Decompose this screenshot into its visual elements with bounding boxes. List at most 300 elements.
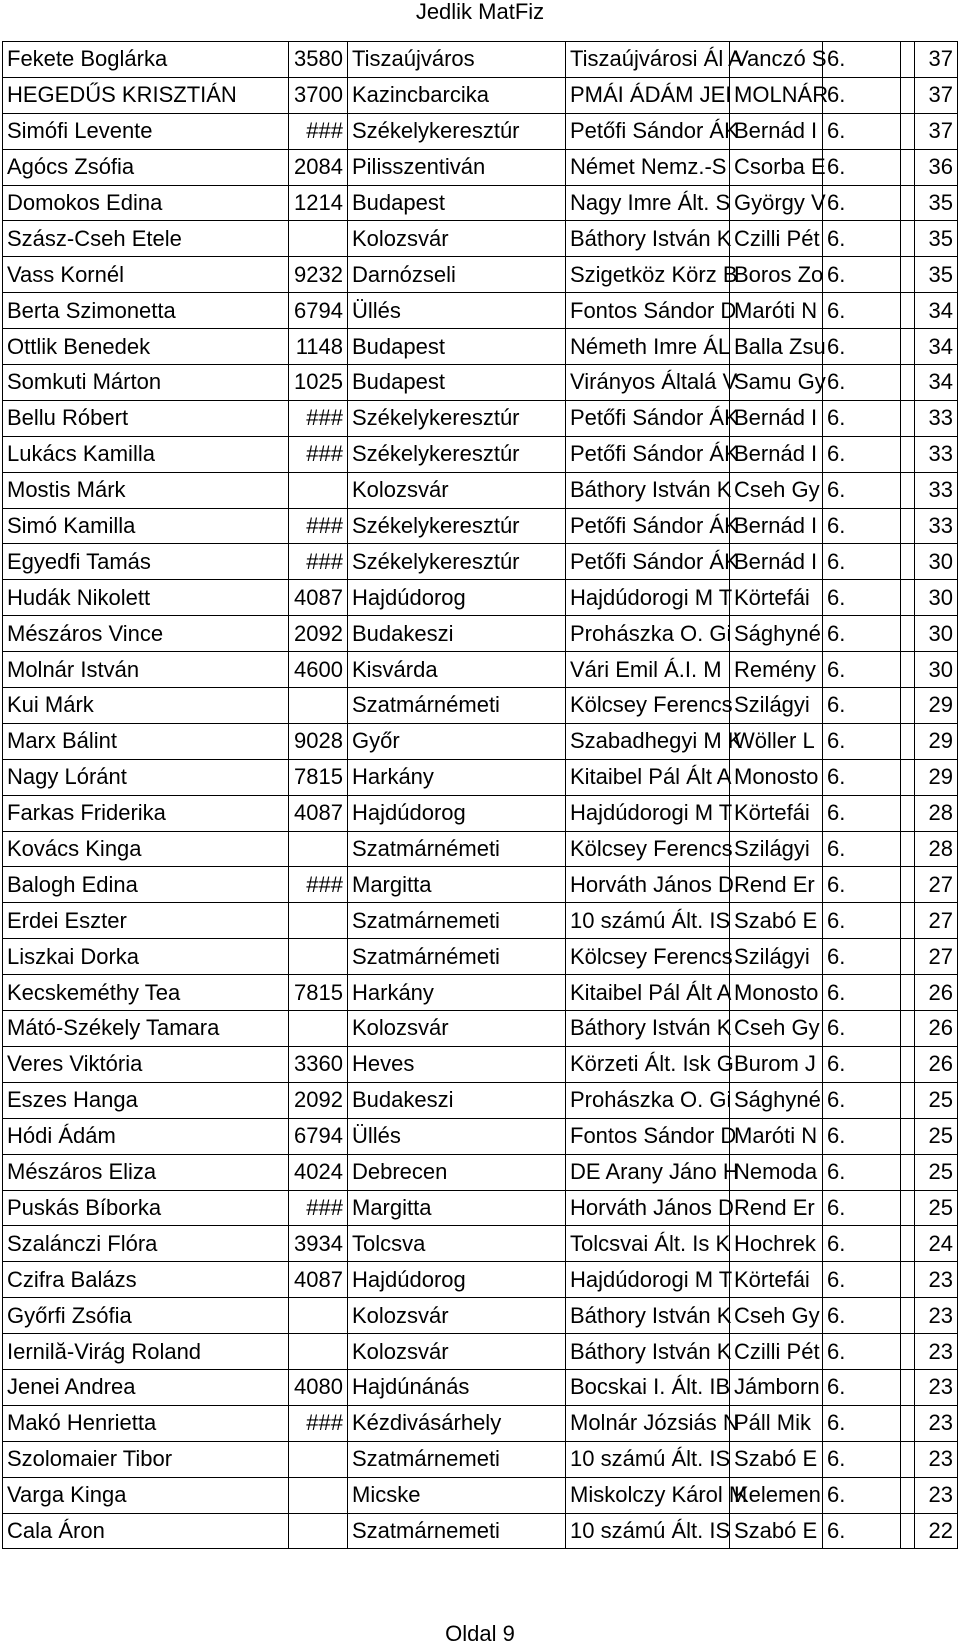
city-cell: Kolozsvár	[348, 1011, 566, 1047]
table-row	[3, 149, 958, 185]
teacher-cell: Bernád I	[730, 113, 823, 149]
zip-cell	[289, 939, 348, 975]
zip-cell: 9232	[289, 257, 348, 293]
city-cell: Székelykeresztúr	[348, 544, 566, 580]
zip-cell: 7815	[289, 759, 348, 795]
score-cell: 27	[915, 867, 958, 903]
school-cell: Szabadhegyi M K	[566, 723, 730, 759]
student-name-cell: Kecskeméthy Tea	[3, 975, 289, 1011]
empty-cell	[901, 149, 915, 185]
score-cell: 30	[915, 616, 958, 652]
zip-cell: 3700	[289, 77, 348, 113]
table-row	[3, 113, 958, 149]
school-cell: Prohászka O. Gi	[566, 616, 730, 652]
zip-cell	[289, 1441, 348, 1477]
student-name-cell: Ottlik Benedek	[3, 329, 289, 365]
score-cell: 28	[915, 795, 958, 831]
class-cell: 6.	[823, 257, 901, 293]
teacher-cell: Körtefái	[730, 1262, 823, 1298]
score-cell: 37	[915, 77, 958, 113]
student-name-cell: Simó Kamilla	[3, 508, 289, 544]
zip-cell	[289, 831, 348, 867]
school-cell: PMÁI ÁDÁM JEI	[566, 77, 730, 113]
zip-cell	[289, 1011, 348, 1047]
empty-cell	[901, 1011, 915, 1047]
class-cell: 6.	[823, 1334, 901, 1370]
empty-cell	[901, 1046, 915, 1082]
empty-cell	[901, 42, 915, 78]
zip-cell	[289, 221, 348, 257]
city-cell: Micske	[348, 1477, 566, 1513]
zip-cell: ###	[289, 508, 348, 544]
score-cell: 25	[915, 1118, 958, 1154]
table-row	[3, 1369, 958, 1405]
school-cell: Hajdúdorogi M T	[566, 795, 730, 831]
table-row	[3, 1298, 958, 1334]
school-cell: Petőfi Sándor ÁK	[566, 508, 730, 544]
city-cell: Hajdúdorog	[348, 580, 566, 616]
empty-cell	[901, 616, 915, 652]
school-cell: Petőfi Sándor ÁK	[566, 400, 730, 436]
zip-cell: ###	[289, 400, 348, 436]
score-cell: 25	[915, 1190, 958, 1226]
score-cell: 37	[915, 113, 958, 149]
class-cell: 6.	[823, 293, 901, 329]
school-cell: 10 számú Ált. IS	[566, 1513, 730, 1549]
student-name-cell: Eszes Hanga	[3, 1082, 289, 1118]
city-cell: Üllés	[348, 1118, 566, 1154]
results-table-body	[3, 42, 958, 1549]
table-row	[3, 616, 958, 652]
page-footer: Oldal 9	[445, 1621, 515, 1646]
teacher-cell: Hochrek	[730, 1226, 823, 1262]
class-cell: 6.	[823, 365, 901, 401]
table-row	[3, 185, 958, 221]
city-cell: Margitta	[348, 867, 566, 903]
city-cell: Kézdivásárhely	[348, 1405, 566, 1441]
class-cell: 6.	[823, 652, 901, 688]
table-row	[3, 759, 958, 795]
empty-cell	[901, 508, 915, 544]
student-name-cell: Liszkai Dorka	[3, 939, 289, 975]
teacher-cell: Bernád I	[730, 436, 823, 472]
school-cell: Petőfi Sándor ÁK	[566, 113, 730, 149]
city-cell: Debrecen	[348, 1154, 566, 1190]
score-cell: 33	[915, 436, 958, 472]
student-name-cell: Kovács Kinga	[3, 831, 289, 867]
city-cell: Darnózseli	[348, 257, 566, 293]
class-cell: 6.	[823, 436, 901, 472]
zip-cell: 4087	[289, 1262, 348, 1298]
class-cell: 6.	[823, 1082, 901, 1118]
zip-cell: ###	[289, 1190, 348, 1226]
table-row	[3, 221, 958, 257]
city-cell: Kolozsvár	[348, 1298, 566, 1334]
score-cell: 33	[915, 400, 958, 436]
score-cell: 29	[915, 688, 958, 724]
table-row	[3, 329, 958, 365]
table-row	[3, 831, 958, 867]
class-cell: 6.	[823, 400, 901, 436]
score-cell: 26	[915, 1046, 958, 1082]
empty-cell	[901, 652, 915, 688]
school-cell: Horváth János D	[566, 867, 730, 903]
class-cell: 6.	[823, 149, 901, 185]
empty-cell	[901, 1082, 915, 1118]
teacher-cell: Nemoda	[730, 1154, 823, 1190]
zip-cell	[289, 472, 348, 508]
school-cell: Hajdúdorogi M T	[566, 580, 730, 616]
score-cell: 28	[915, 831, 958, 867]
zip-cell: 3580	[289, 42, 348, 78]
city-cell: Győr	[348, 723, 566, 759]
empty-cell	[901, 329, 915, 365]
school-cell: Szigetköz Körz B	[566, 257, 730, 293]
teacher-cell: Rend Er	[730, 1190, 823, 1226]
teacher-cell: Bernád I	[730, 508, 823, 544]
city-cell: Kolozsvár	[348, 221, 566, 257]
class-cell: 6.	[823, 221, 901, 257]
city-cell: Szatmárnémeti	[348, 688, 566, 724]
city-cell: Kazincbarcika	[348, 77, 566, 113]
teacher-cell: Boros Zo	[730, 257, 823, 293]
school-cell: 10 számú Ált. IS	[566, 903, 730, 939]
empty-cell	[901, 795, 915, 831]
table-row	[3, 77, 958, 113]
class-cell: 6.	[823, 1441, 901, 1477]
school-cell: Kölcsey Ferencs	[566, 939, 730, 975]
teacher-cell: MOLNÁR	[730, 77, 823, 113]
table-row	[3, 544, 958, 580]
score-cell: 37	[915, 42, 958, 78]
score-cell: 24	[915, 1226, 958, 1262]
table-row	[3, 652, 958, 688]
school-cell: Molnár Józsiás N	[566, 1405, 730, 1441]
table-row	[3, 903, 958, 939]
city-cell: Pilisszentiván	[348, 149, 566, 185]
class-cell: 6.	[823, 1118, 901, 1154]
zip-cell: 3934	[289, 1226, 348, 1262]
student-name-cell: Agócs Zsófia	[3, 149, 289, 185]
school-cell: 10 számú Ált. IS	[566, 1441, 730, 1477]
class-cell: 6.	[823, 1405, 901, 1441]
student-name-cell: Varga Kinga	[3, 1477, 289, 1513]
table-row	[3, 1082, 958, 1118]
table-row	[3, 1226, 958, 1262]
city-cell: Székelykeresztúr	[348, 113, 566, 149]
table-row	[3, 939, 958, 975]
table-row	[3, 42, 958, 78]
teacher-cell: Rend Er	[730, 867, 823, 903]
score-cell: 27	[915, 939, 958, 975]
class-cell: 6.	[823, 508, 901, 544]
table-row	[3, 365, 958, 401]
empty-cell	[901, 723, 915, 759]
teacher-cell: Sághyné	[730, 616, 823, 652]
class-cell: 6.	[823, 1011, 901, 1047]
zip-cell: 6794	[289, 1118, 348, 1154]
score-cell: 34	[915, 365, 958, 401]
school-cell: Báthory István K	[566, 1334, 730, 1370]
zip-cell	[289, 1334, 348, 1370]
class-cell: 6.	[823, 616, 901, 652]
zip-cell: 1025	[289, 365, 348, 401]
table-row	[3, 795, 958, 831]
teacher-cell: Szilágyi	[730, 831, 823, 867]
city-cell: Budapest	[348, 185, 566, 221]
class-cell: 6.	[823, 795, 901, 831]
empty-cell	[901, 1405, 915, 1441]
empty-cell	[901, 77, 915, 113]
teacher-cell: Jámborn	[730, 1369, 823, 1405]
teacher-cell: Cseh Gy	[730, 1298, 823, 1334]
score-cell: 23	[915, 1369, 958, 1405]
city-cell: Hajdúdorog	[348, 1262, 566, 1298]
school-cell: Fontos Sándor D	[566, 293, 730, 329]
zip-cell: ###	[289, 113, 348, 149]
zip-cell: 2092	[289, 1082, 348, 1118]
school-cell: Báthory István K	[566, 472, 730, 508]
teacher-cell: Bernád I	[730, 400, 823, 436]
student-name-cell: Mostis Márk	[3, 472, 289, 508]
school-cell: Kölcsey Ferencs	[566, 688, 730, 724]
table-row	[3, 723, 958, 759]
zip-cell	[289, 1298, 348, 1334]
zip-cell: 4080	[289, 1369, 348, 1405]
empty-cell	[901, 831, 915, 867]
score-cell: 36	[915, 149, 958, 185]
school-cell: Tolcsvai Ált. Is K	[566, 1226, 730, 1262]
score-cell: 23	[915, 1334, 958, 1370]
empty-cell	[901, 1298, 915, 1334]
teacher-cell: Monosto	[730, 759, 823, 795]
table-row	[3, 1334, 958, 1370]
student-name-cell: Domokos Edina	[3, 185, 289, 221]
table-row	[3, 400, 958, 436]
school-cell: Körzeti Ált. Isk G	[566, 1046, 730, 1082]
teacher-cell: Csorba E	[730, 149, 823, 185]
empty-cell	[901, 221, 915, 257]
score-cell: 33	[915, 508, 958, 544]
teacher-cell: Szilágyi	[730, 939, 823, 975]
teacher-cell: Maróti N	[730, 1118, 823, 1154]
student-name-cell: Szolomaier Tibor	[3, 1441, 289, 1477]
school-cell: Bocskai I. Ált. IB	[566, 1369, 730, 1405]
empty-cell	[901, 472, 915, 508]
score-cell: 30	[915, 652, 958, 688]
class-cell: 6.	[823, 544, 901, 580]
school-cell: Petőfi Sándor ÁK	[566, 544, 730, 580]
student-name-cell: Marx Bálint	[3, 723, 289, 759]
class-cell: 6.	[823, 1226, 901, 1262]
zip-cell	[289, 1513, 348, 1549]
zip-cell	[289, 1477, 348, 1513]
student-name-cell: Mészáros Eliza	[3, 1154, 289, 1190]
table-row	[3, 580, 958, 616]
empty-cell	[901, 1226, 915, 1262]
class-cell: 6.	[823, 1154, 901, 1190]
table-row	[3, 293, 958, 329]
empty-cell	[901, 257, 915, 293]
city-cell: Budakeszi	[348, 1082, 566, 1118]
results-table	[2, 41, 958, 1549]
student-name-cell: Simófi Levente	[3, 113, 289, 149]
city-cell: Székelykeresztúr	[348, 400, 566, 436]
class-cell: 6.	[823, 867, 901, 903]
student-name-cell: Mészáros Vince	[3, 616, 289, 652]
school-cell: Fontos Sándor D	[566, 1118, 730, 1154]
table-row	[3, 1046, 958, 1082]
zip-cell: 2092	[289, 616, 348, 652]
class-cell: 6.	[823, 1513, 901, 1549]
class-cell: 6.	[823, 903, 901, 939]
zip-cell: 3360	[289, 1046, 348, 1082]
city-cell: Szatmárnemeti	[348, 1441, 566, 1477]
city-cell: Hajdúnánás	[348, 1369, 566, 1405]
zip-cell	[289, 688, 348, 724]
table-row	[3, 1441, 958, 1477]
student-name-cell: Mátó-Székely Tamara	[3, 1011, 289, 1047]
score-cell: 22	[915, 1513, 958, 1549]
class-cell: 6.	[823, 723, 901, 759]
score-cell: 34	[915, 329, 958, 365]
zip-cell: 4087	[289, 795, 348, 831]
student-name-cell: Győrfi Zsófia	[3, 1298, 289, 1334]
table-row	[3, 1154, 958, 1190]
score-cell: 30	[915, 580, 958, 616]
empty-cell	[901, 903, 915, 939]
score-cell: 23	[915, 1298, 958, 1334]
city-cell: Szatmárnemeti	[348, 1513, 566, 1549]
student-name-cell: HEGEDŰS KRISZTIÁN	[3, 77, 289, 113]
teacher-cell: Bernád I	[730, 544, 823, 580]
teacher-cell: Czilli Pét	[730, 221, 823, 257]
school-cell: Tiszaújvárosi Ál A	[566, 42, 730, 78]
score-cell: 29	[915, 759, 958, 795]
empty-cell	[901, 436, 915, 472]
zip-cell: 7815	[289, 975, 348, 1011]
empty-cell	[901, 939, 915, 975]
city-cell: Szatmárnémeti	[348, 939, 566, 975]
teacher-cell: Vanczó S	[730, 42, 823, 78]
score-cell: 26	[915, 1011, 958, 1047]
zip-cell: ###	[289, 1405, 348, 1441]
teacher-cell: Kelemen	[730, 1477, 823, 1513]
school-cell: Kitaibel Pál Ált A	[566, 759, 730, 795]
school-cell: Horváth János D	[566, 1190, 730, 1226]
class-cell: 6.	[823, 1298, 901, 1334]
city-cell: Budapest	[348, 329, 566, 365]
empty-cell	[901, 185, 915, 221]
table-row	[3, 1262, 958, 1298]
empty-cell	[901, 1513, 915, 1549]
student-name-cell: Veres Viktória	[3, 1046, 289, 1082]
student-name-cell: Somkuti Márton	[3, 365, 289, 401]
school-cell: Nagy Imre Ált. S	[566, 185, 730, 221]
student-name-cell: Vass Kornél	[3, 257, 289, 293]
empty-cell	[901, 365, 915, 401]
student-name-cell: Erdei Eszter	[3, 903, 289, 939]
empty-cell	[901, 1262, 915, 1298]
class-cell: 6.	[823, 77, 901, 113]
zip-cell: ###	[289, 544, 348, 580]
empty-cell	[901, 293, 915, 329]
city-cell: Budakeszi	[348, 616, 566, 652]
table-row	[3, 975, 958, 1011]
student-name-cell: Fekete Boglárka	[3, 42, 289, 78]
zip-cell: 1148	[289, 329, 348, 365]
student-name-cell: Kui Márk	[3, 688, 289, 724]
student-name-cell: Balogh Edina	[3, 867, 289, 903]
teacher-cell: Szilágyi	[730, 688, 823, 724]
table-row	[3, 867, 958, 903]
table-row	[3, 1190, 958, 1226]
city-cell: Heves	[348, 1046, 566, 1082]
city-cell: Kolozsvár	[348, 472, 566, 508]
student-name-cell: Bellu Róbert	[3, 400, 289, 436]
class-cell: 6.	[823, 472, 901, 508]
page-header: Jedlik MatFiz	[415, 0, 545, 24]
teacher-cell: Maróti N	[730, 293, 823, 329]
class-cell: 6.	[823, 42, 901, 78]
zip-cell	[289, 903, 348, 939]
empty-cell	[901, 1190, 915, 1226]
teacher-cell: György V	[730, 185, 823, 221]
teacher-cell: Cseh Gy	[730, 472, 823, 508]
teacher-cell: Páll Mik	[730, 1405, 823, 1441]
student-name-cell: Hódi Ádám	[3, 1118, 289, 1154]
class-cell: 6.	[823, 1477, 901, 1513]
school-cell: Németh Imre ÁL	[566, 329, 730, 365]
class-cell: 6.	[823, 1262, 901, 1298]
score-cell: 29	[915, 723, 958, 759]
teacher-cell: Czilli Pét	[730, 1334, 823, 1370]
class-cell: 6.	[823, 113, 901, 149]
teacher-cell: Szabó E	[730, 1441, 823, 1477]
empty-cell	[901, 580, 915, 616]
teacher-cell: Körtefái	[730, 795, 823, 831]
school-cell: Virányos Általá V	[566, 365, 730, 401]
table-row	[3, 1011, 958, 1047]
score-cell: 23	[915, 1262, 958, 1298]
school-cell: Petőfi Sándor ÁK	[566, 436, 730, 472]
class-cell: 6.	[823, 939, 901, 975]
score-cell: 34	[915, 293, 958, 329]
school-cell: Miskolczy Károl M	[566, 1477, 730, 1513]
city-cell: Kolozsvár	[348, 1334, 566, 1370]
empty-cell	[901, 1334, 915, 1370]
teacher-cell: Balla Zsu	[730, 329, 823, 365]
city-cell: Budapest	[348, 365, 566, 401]
teacher-cell: Samu Gy	[730, 365, 823, 401]
empty-cell	[901, 1369, 915, 1405]
zip-cell: 1214	[289, 185, 348, 221]
score-cell: 23	[915, 1477, 958, 1513]
student-name-cell: Cala Áron	[3, 1513, 289, 1549]
city-cell: Margitta	[348, 1190, 566, 1226]
class-cell: 6.	[823, 1369, 901, 1405]
school-cell: Prohászka O. Gi	[566, 1082, 730, 1118]
empty-cell	[901, 975, 915, 1011]
score-cell: 23	[915, 1441, 958, 1477]
score-cell: 35	[915, 185, 958, 221]
city-cell: Kisvárda	[348, 652, 566, 688]
student-name-cell: Nagy Lóránt	[3, 759, 289, 795]
empty-cell	[901, 113, 915, 149]
student-name-cell: Berta Szimonetta	[3, 293, 289, 329]
student-name-cell: Szász-Cseh Etele	[3, 221, 289, 257]
table-row	[3, 436, 958, 472]
